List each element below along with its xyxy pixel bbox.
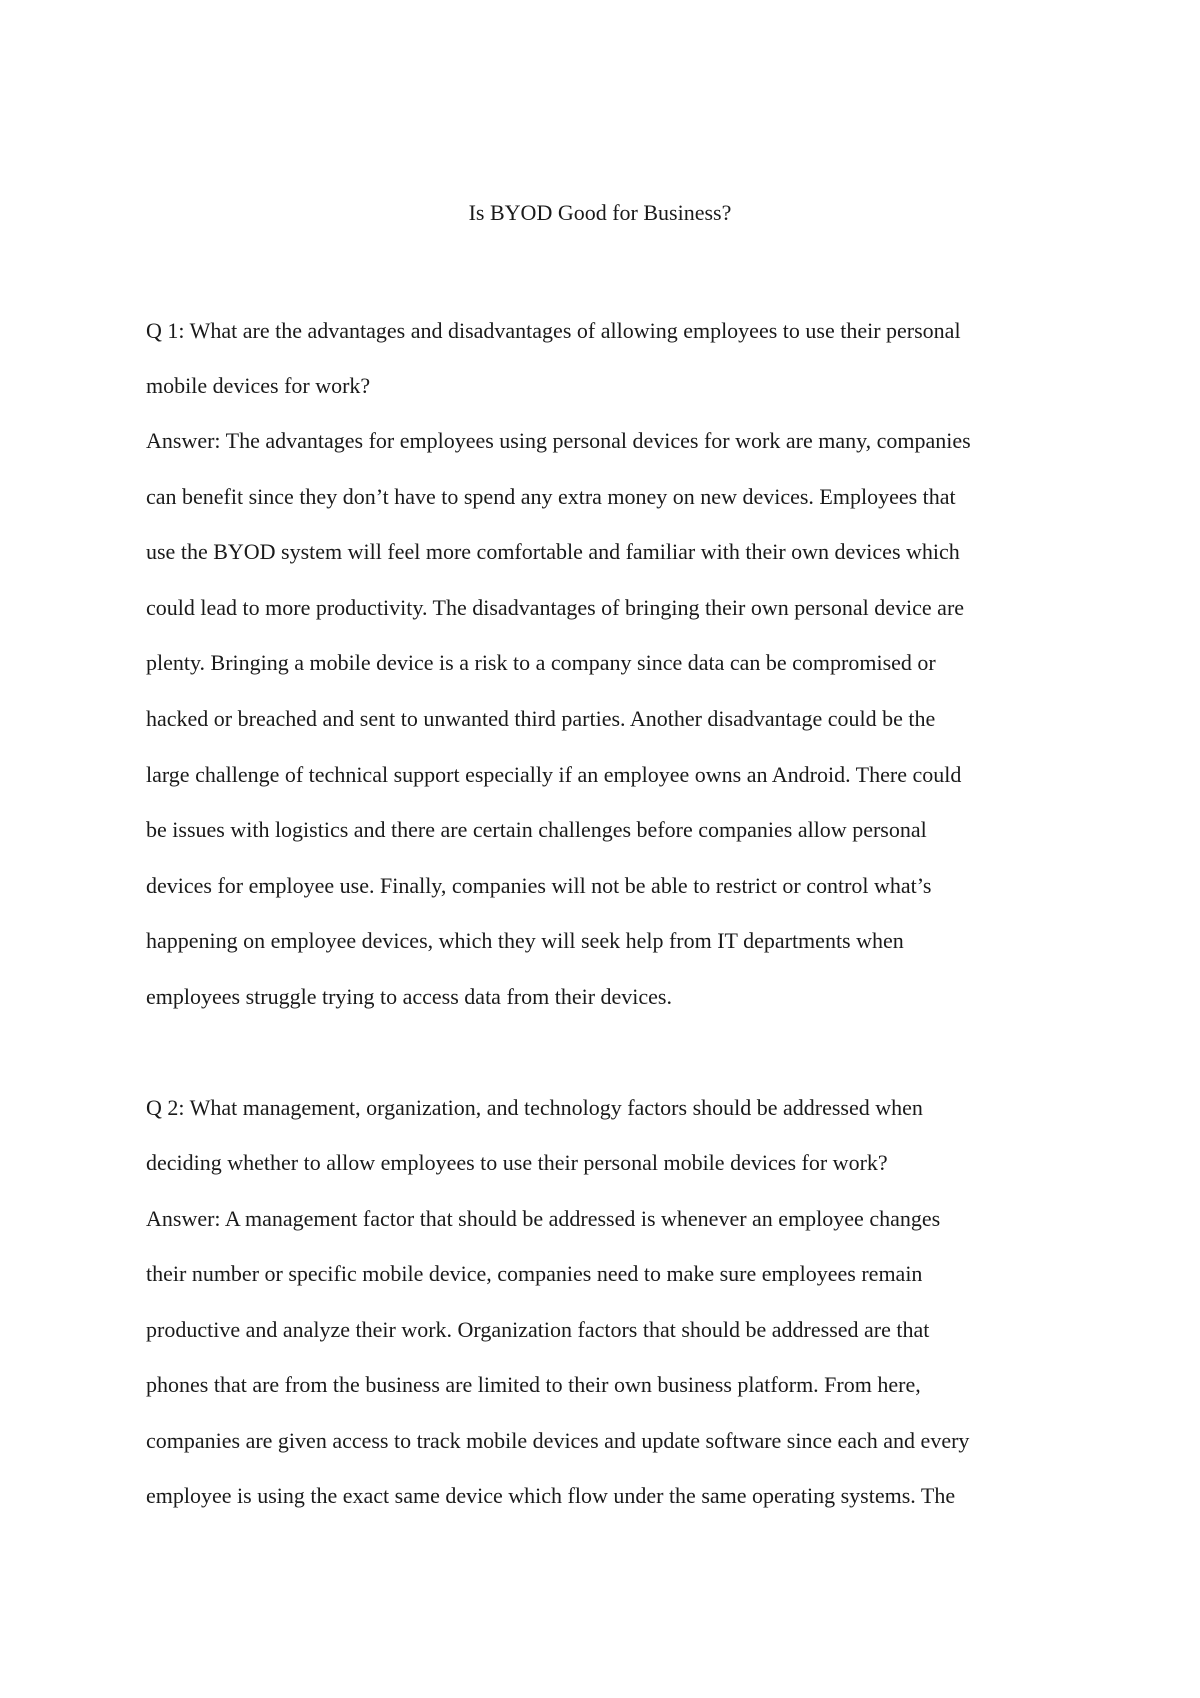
q1-answer-line-11: employees struggle trying to access data from their devices.	[146, 984, 672, 1009]
q2-question-line-2: deciding whether to allow employees to use their personal mobile devices for work?	[146, 1150, 888, 1175]
q1-answer-line-7: large challenge of technical support especially if an employee owns an Android. There could	[146, 762, 962, 787]
q1-answer-line-2: can benefit since they don’t have to spend any extra money on new devices. Employees that	[146, 484, 956, 509]
q2-answer-line-2: their number or specific mobile device, companies need to make sure employees remain	[146, 1261, 923, 1286]
q1-answer-line-10: happening on employee devices, which they will seek help from IT departments when	[146, 928, 904, 953]
q2-question-line-1: Q 2: What management, organization, and technology factors should be addressed when	[146, 1095, 923, 1120]
q1-answer-line-1: Answer: The advantages for employees using personal devices for work are many, companies	[146, 428, 971, 453]
q1-answer-line-8: be issues with logistics and there are certain challenges before companies allow personal	[146, 817, 927, 842]
q1-answer-line-4: could lead to more productivity. The disadvantages of bringing their own personal device are	[146, 595, 965, 620]
q1-answer-line-3: use the BYOD system will feel more comfortable and familiar with their own devices which	[146, 539, 960, 564]
q2-answer-line-1: Answer: A management factor that should be addressed is whenever an employee changes	[146, 1206, 941, 1231]
q1-question-line-1: Q 1: What are the advantages and disadvantages of allowing employees to use their personal	[146, 318, 961, 343]
q1-question-line-2: mobile devices for work?	[146, 373, 371, 398]
q2-answer-line-5: companies are given access to track mobile devices and update software since each and every	[146, 1428, 970, 1453]
q2-answer-line-6: employee is using the exact same device which flow under the same operating systems. The	[146, 1483, 956, 1508]
q1-answer-line-5: plenty. Bringing a mobile device is a risk to a company since data can be compromised or	[146, 650, 936, 675]
q2-answer-line-3: productive and analyze their work. Organization factors that should be addressed are that	[146, 1317, 930, 1342]
q2-answer-line-4: phones that are from the business are limited to their own business platform. From here,	[146, 1372, 921, 1397]
document-title: Is BYOD Good for Business?	[468, 200, 732, 225]
q1-answer-line-6: hacked or breached and sent to unwanted third parties. Another disadvantage could be the	[146, 706, 936, 731]
q1-answer-line-9: devices for employee use. Finally, companies will not be able to restrict or control what’s	[146, 873, 932, 898]
